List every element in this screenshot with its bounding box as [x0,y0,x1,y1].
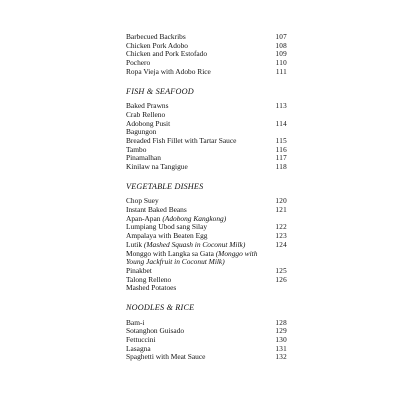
entry-title [126,241,267,250]
entry-title-text: Bagungon [126,128,157,137]
section-heading: NOODLES & RICE [126,303,195,313]
entry-title [126,111,267,120]
entry-title-text: Instant Baked Beans [126,206,187,214]
entry-page-number: 110 [275,59,287,68]
entry-title [126,68,267,77]
entry-title [126,336,267,345]
entry-title-text: Kinilaw na Tangigue [126,163,188,172]
toc-entry [126,33,287,42]
entry-page-number: 126 [275,275,287,284]
toc-entry [126,59,287,68]
toc-entry [126,111,287,120]
entry-page-number: 130 [275,336,287,345]
entry-page-number: 122 [275,223,287,232]
entry-title-text: Lumpiang Ubod sang Silay [126,223,208,232]
entry-page-number: 115 [275,136,287,145]
entry-title [126,232,267,241]
toc-entry [126,345,287,354]
entry-title-text: Sotanghon Guisado [126,327,185,336]
toc-entry [126,232,287,241]
entry-title [126,146,267,155]
entry-page-number: 109 [275,50,287,59]
entry-title-italic: (Mashed Squash in Coconut Milk) [143,240,246,249]
entry-page-number: 107 [275,33,287,41]
entry-title-text: Mashed Potatoes [126,284,177,293]
entry-title-text: Pochero [126,59,151,68]
toc-entry [126,327,287,336]
entry-title [126,128,267,137]
entry-title [126,284,267,293]
table-of-contents [126,33,287,362]
entry-title [126,50,267,59]
entry-title [126,120,267,129]
toc-entry [126,267,287,276]
toc-entry [126,319,287,328]
entry-title-italic: (Monggo with Young Jackfruit in Coconut Milk) [126,249,258,267]
toc-entry [126,284,287,293]
entry-title [126,206,267,215]
entry-title [126,42,267,51]
entry-title-text: Spaghetti with Meat Sauce [126,353,206,362]
entry-page-number: 128 [275,318,287,327]
entry-page-number: 121 [275,206,287,214]
toc-entry [126,336,287,345]
entry-title [126,154,267,163]
toc-entry [126,120,287,129]
entry-page-number: 120 [275,197,287,206]
entry-title [126,215,267,224]
entry-title [126,250,267,267]
entry-title [126,353,267,362]
toc-entry [126,241,287,250]
entry-title-text: Chicken Pork Adobo [126,41,188,50]
entry-page-number: 118 [275,163,287,172]
entry-title-text: Pinakbet [126,266,152,275]
entry-page-number: 113 [275,102,287,111]
entry-title-text: Pinamalhan [126,154,161,163]
entry-title-text: Talong Relleno [126,275,172,284]
toc-entry [126,276,287,285]
entry-title-text: Monggo with Langka sa Gata [126,249,214,258]
entry-title-text: Lasagna [126,344,151,353]
entry-page-number: 116 [275,145,287,154]
toc-entry [126,154,287,163]
toc-entry [126,128,287,137]
entry-title-text: Bam-i [126,318,145,327]
entry-title [126,345,267,354]
entry-title [126,267,267,276]
entry-page-number: 132 [275,353,287,362]
entry-title-text: Baked Prawns [126,102,169,111]
toc-entry [126,353,287,362]
entry-title [126,319,267,328]
toc-entry [126,197,287,206]
entry-title [126,163,267,172]
entry-title [126,276,267,285]
toc-entry [126,68,287,77]
entry-page-number: 129 [275,327,287,336]
entry-title-text: Tambo [126,145,147,154]
entry-page-number: 125 [275,266,287,275]
entry-title-text: Ropa Vieja with Adobo Rice [126,67,211,76]
section-heading: FISH & SEAFOOD [126,86,194,96]
entry-title-text: Apan-Apan [126,214,161,223]
entry-title [126,223,267,232]
toc-entry [126,223,287,232]
toc-entry [126,146,287,155]
toc-entry [126,163,287,172]
entry-page-number: 123 [275,232,287,241]
entry-title-text: Fettuccini [126,336,156,345]
entry-page-number: 117 [275,154,287,163]
entry-page-number: 131 [275,344,287,353]
entry-title-text: Barbecued Backribs [126,33,186,41]
entry-page-number: 111 [275,67,287,76]
entry-page-number: 124 [275,240,287,249]
toc-entry [126,250,287,267]
entry-title-text: Ampalaya with Beaten Egg [126,232,208,241]
entry-title-text: Chicken and Pork Estofado [126,50,208,59]
entry-title [126,197,267,206]
entry-title [126,327,267,336]
toc-entry [126,50,287,59]
entry-title-text: Adobong Pusit [126,119,171,128]
entry-title [126,33,267,42]
entry-title-text: Breaded Fish Fillet with Tartar Sauce [126,136,237,145]
entry-title [126,59,267,68]
section-heading: VEGETABLE DISHES [126,181,204,191]
entry-title-text: Chop Suey [126,197,159,206]
entry-page-number: 114 [275,119,287,128]
entry-title [126,137,267,146]
entry-title [126,102,267,111]
toc-entry [126,42,287,51]
entry-page-number: 108 [275,41,287,50]
entry-title-text: Lutik [126,240,143,249]
toc-entry [126,215,287,224]
toc-entry [126,137,287,146]
toc-entry [126,102,287,111]
toc-entry [126,206,287,215]
entry-title-text: Crab Relleno [126,110,166,119]
entry-title-italic: (Adobong Kangkong) [162,214,227,223]
